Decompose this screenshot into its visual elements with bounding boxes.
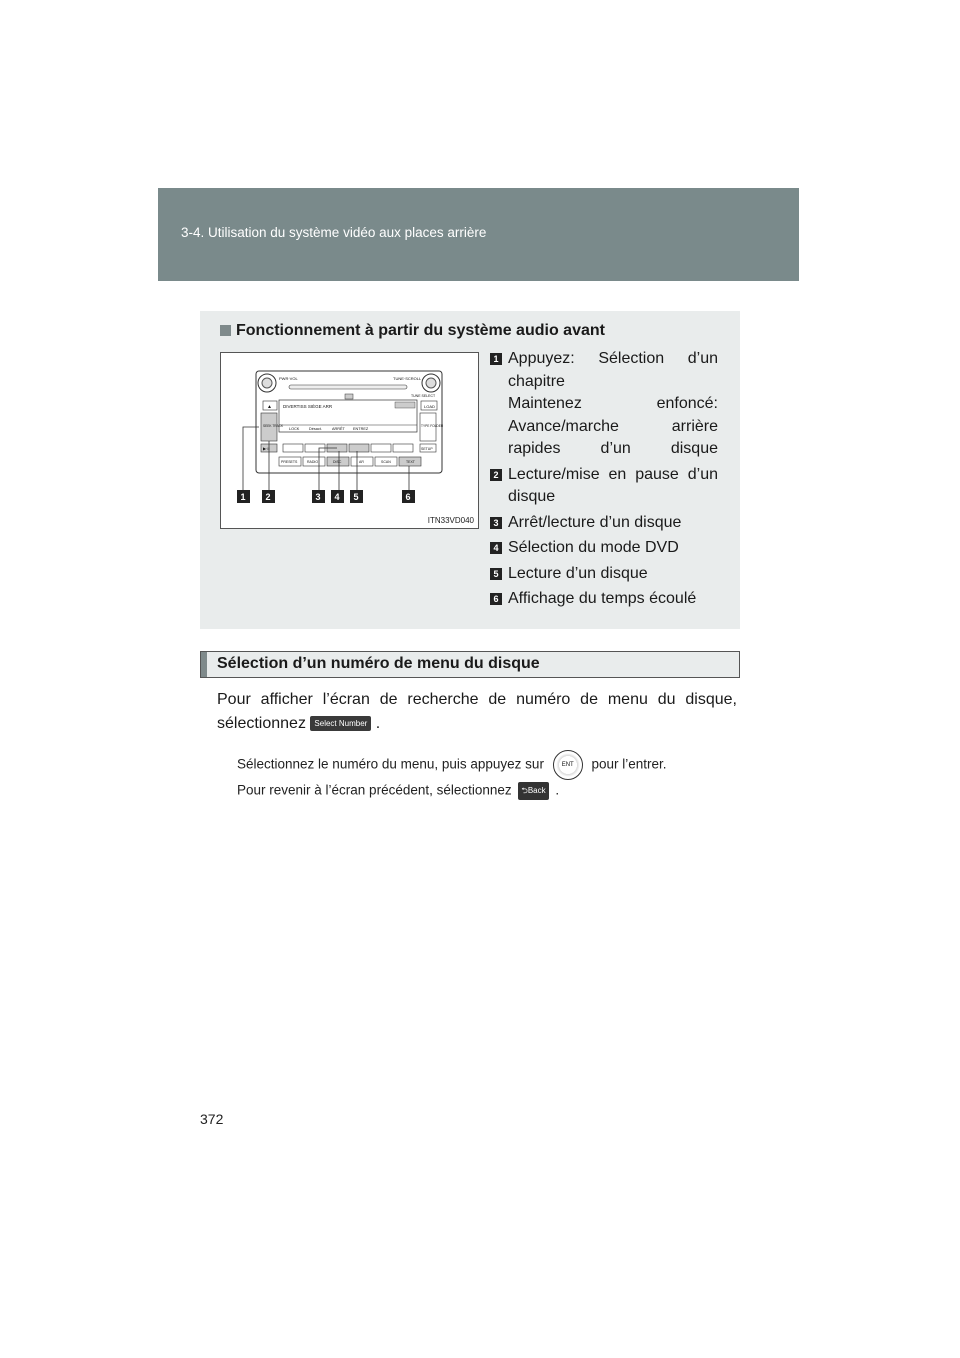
legend-list: [490, 348, 718, 614]
bullet-square-icon: [220, 325, 231, 336]
legend-num-4: 4: [490, 542, 502, 554]
legend-text-3: Arrêt/lecture d’un disque: [508, 513, 682, 531]
header-band: [158, 188, 799, 281]
svg-text:4: 4: [334, 492, 340, 502]
note-enter: [237, 750, 667, 780]
legend-item-6: [490, 588, 718, 611]
legend-item-1: [490, 348, 718, 461]
callout-5: [350, 490, 363, 503]
note-back: [237, 782, 559, 800]
legend-item-3: [490, 512, 718, 535]
section-heading-text: Sélection d’un numéro de menu du disque: [217, 655, 540, 672]
intro-text: Pour afficher l’écran de recherche de numéro de menu du disque, sélectionnez: [217, 691, 737, 732]
load-label: LOAD: [424, 404, 435, 409]
callout-1: [237, 490, 250, 503]
ent-knob-icon[interactable]: ENT: [553, 750, 583, 780]
callout-6: [402, 490, 415, 503]
legend-text-6: Affichage du temps écoulé: [508, 590, 697, 607]
presets-label: PRESETS: [281, 460, 298, 464]
legend-text-1a: Appuyez: Sélection d’un chapitre: [508, 350, 718, 390]
svg-text:6: 6: [405, 492, 411, 502]
svg-text:▶·II: ▶·II: [263, 446, 270, 451]
legend-text-4: Sélection du mode DVD: [508, 539, 679, 556]
stop-label: ARRÊT: [332, 427, 345, 431]
back-button-label: Back: [527, 786, 546, 795]
tune-select-label: TUNE SELECT: [411, 394, 436, 398]
text-label: TEXT: [406, 460, 415, 464]
screen-text: DIVERTISS SIÈGE ARR: [283, 404, 333, 409]
svg-text:2: 2: [265, 492, 271, 502]
legend-num-6: 6: [490, 593, 502, 605]
figure-caption: ITN33VD040: [427, 516, 474, 525]
section-title: 3-4. Utilisation du système vidéo aux places arrière: [181, 225, 487, 240]
note2-text-end: .: [555, 782, 560, 798]
svg-text:5: 5: [353, 492, 359, 502]
callout-3: [312, 490, 325, 503]
section-heading: [200, 651, 740, 678]
disabled-label: Désact.: [309, 427, 322, 431]
pwr-vol-label: PWR·VOL: [279, 376, 298, 381]
legend-num-5: 5: [490, 568, 502, 580]
legend-num-3: 3: [490, 517, 502, 529]
ar-label: AR: [359, 460, 364, 464]
legend-item-4: [490, 537, 718, 560]
heading-bar: [201, 652, 207, 677]
intro-text-end: .: [375, 715, 381, 732]
scan-label: SCAN: [381, 460, 391, 464]
note2-text: Pour revenir à l’écran précédent, sélectionnez: [237, 782, 512, 798]
back-button[interactable]: ⮌Back: [518, 782, 548, 800]
legend-text-5: Lecture d’un disque: [508, 564, 648, 582]
info-box: [200, 311, 740, 629]
seek-track-label: SEEK TRACK: [263, 424, 284, 428]
legend-num-2: 2: [490, 469, 502, 481]
note1-text-end: pour l’entrer.: [591, 756, 667, 772]
lock-label: LOCK: [289, 427, 300, 431]
box-title: Fonctionnement à partir du système audio avant: [236, 322, 605, 339]
callout-2: [262, 490, 275, 503]
disc-label: DISC: [333, 460, 342, 464]
svg-text:3: 3: [315, 492, 321, 502]
legend-item-5: [490, 563, 718, 586]
audio-panel-figure: [220, 352, 479, 529]
svg-text:▲: ▲: [267, 404, 272, 410]
legend-item-2: [490, 464, 718, 509]
audio-panel-illustration: [221, 353, 478, 528]
svg-text:1: 1: [240, 492, 246, 502]
callout-4: [331, 490, 344, 503]
legend-num-1: 1: [490, 353, 502, 365]
tune-scroll-label: TUNE·SCROLL: [393, 376, 422, 381]
note1-text: Sélectionnez le numéro du menu, puis appuyez sur: [237, 756, 544, 772]
legend-text-2: Lecture/mise en pause d’un disque: [508, 465, 718, 505]
page-number: 372: [200, 1111, 224, 1127]
select-number-button[interactable]: Select Number: [310, 716, 371, 731]
legend-text-1b: Maintenez enfoncé: Avance/marche arrière rapides d’un disque: [508, 395, 718, 457]
type-folder-label: TYPE FOLDER: [421, 424, 444, 428]
setup-label: SETUP: [421, 447, 433, 451]
intro-paragraph: [217, 688, 737, 736]
enter-label: ENTREZ: [353, 427, 369, 431]
radio-label: RADIO: [307, 460, 319, 464]
